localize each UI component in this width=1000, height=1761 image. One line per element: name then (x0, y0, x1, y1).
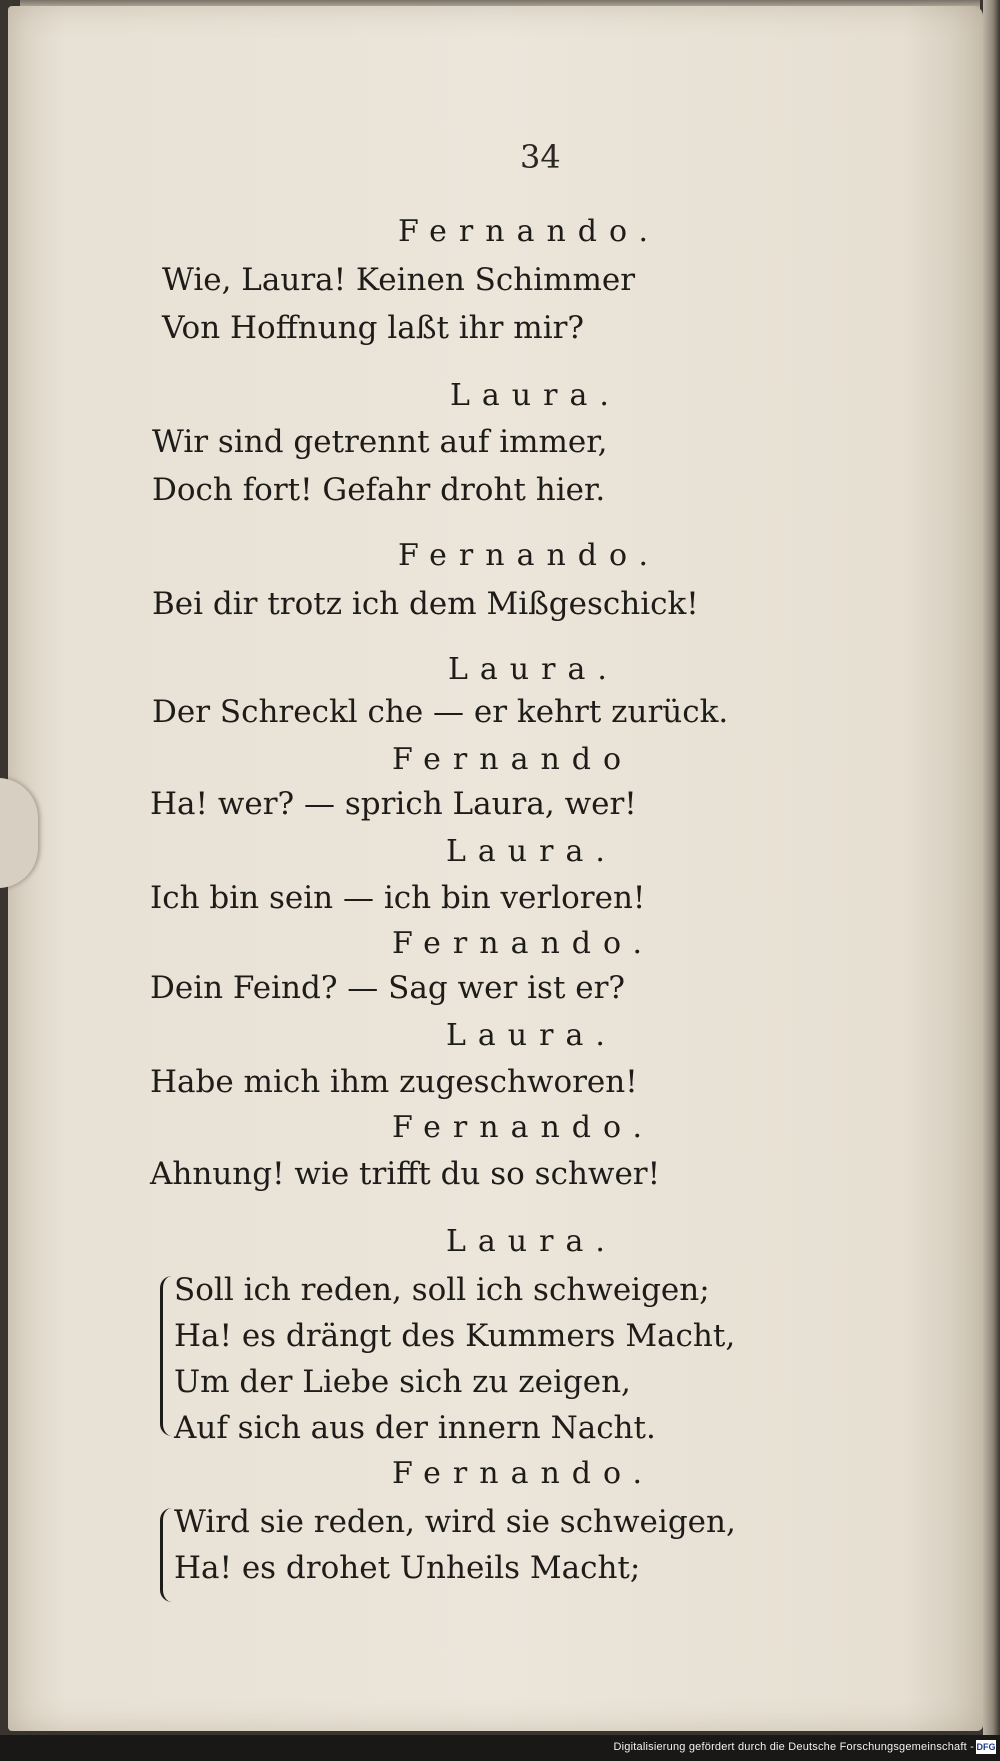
page-number: 34 (520, 138, 561, 176)
speaker-name: Laura. (446, 834, 617, 869)
verse-brace (160, 1276, 173, 1436)
speaker-name: Fernando (392, 742, 634, 777)
verse-line: Auf sich aus der innern Nacht. (174, 1410, 656, 1446)
verse-line: Ha! wer? — sprich Laura, wer! (150, 786, 637, 822)
speaker-name: Laura. (446, 1018, 617, 1053)
verse-line: Dein Feind? — Sag wer ist er? (150, 970, 626, 1006)
verse-line: Ich bin sein — ich bin verloren! (150, 880, 646, 916)
speaker-name: Fernando. (392, 926, 655, 961)
speaker-name: Laura. (448, 652, 619, 687)
dfg-logo: DFG (976, 1742, 996, 1752)
verse-line: Der Schreckl che — er kehrt zurück. (152, 694, 729, 730)
verse-line: Soll ich reden, soll ich schweigen; (174, 1272, 710, 1308)
speaker-name: Laura. (450, 378, 621, 413)
verse-line: Wie, Laura! Keinen Schimmer (162, 262, 636, 298)
digitization-credit: Digitalisierung gefördert durch die Deutsche Forschungsgemeinschaft - (613, 1741, 974, 1753)
verse-line: Von Hoffnung laßt ihr mir? (162, 310, 585, 346)
verse-brace (160, 1508, 173, 1602)
speaker-name: Fernando. (398, 214, 661, 249)
speaker-name: Laura. (446, 1224, 617, 1259)
verse-line: Wir sind getrennt auf immer, (152, 424, 608, 460)
verse-line: Habe mich ihm zugeschworen! (150, 1064, 638, 1100)
verse-line: Ha! es drängt des Kummers Macht, (174, 1318, 736, 1354)
verse-line: Um der Liebe sich zu zeigen, (174, 1364, 631, 1400)
verse-line: Ahnung! wie trifft du so schwer! (150, 1156, 661, 1192)
speaker-name: Fernando. (392, 1456, 655, 1491)
verse-line: Wird sie reden, wird sie schweigen, (174, 1504, 736, 1540)
verse-line: Bei dir trotz ich dem Mißgeschick! (152, 586, 699, 622)
verse-line: Ha! es drohet Unheils Macht; (174, 1550, 641, 1586)
verse-line: Doch fort! Gefahr droht hier. (152, 472, 606, 508)
speaker-name: Fernando. (392, 1110, 655, 1145)
speaker-name: Fernando. (398, 538, 661, 573)
